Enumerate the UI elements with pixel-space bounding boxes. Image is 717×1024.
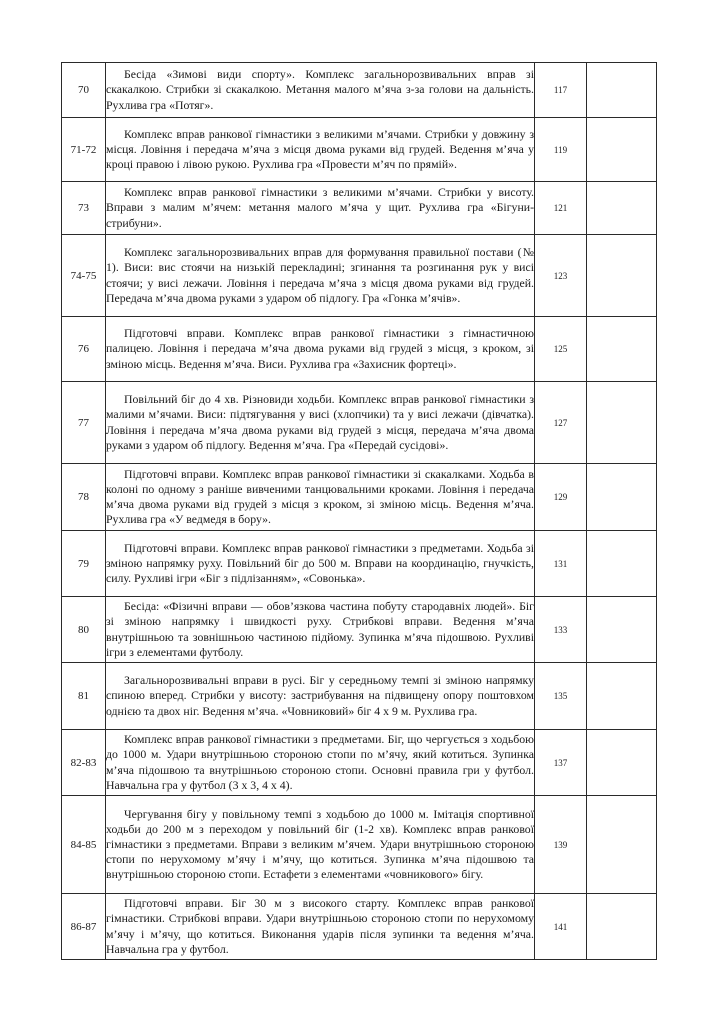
lesson-number: 76 [62,317,106,382]
lesson-number: 82-83 [62,730,106,796]
notes-cell [587,464,657,531]
table-row [62,182,657,235]
table-row [62,796,657,894]
lesson-number: 86-87 [62,894,106,960]
table-row [62,531,657,597]
page-number: 139 [535,796,587,894]
lesson-number: 80 [62,597,106,663]
notes-cell [587,894,657,960]
lesson-number: 77 [62,382,106,464]
notes-cell [587,118,657,182]
page-number: 127 [535,382,587,464]
lesson-plan-table [61,62,657,960]
notes-cell [587,730,657,796]
lesson-number: 78 [62,464,106,531]
table-row [62,663,657,730]
lesson-number: 70 [62,63,106,118]
table-row [62,730,657,796]
lesson-content: Бесіда: «Фізичні вправи — обов’язкова частина побуту стародавніх людей». Біг зі зміною напрямку і швидкості руху. Стрибкові вправи. Ведення м’яча внутрішньою та зовнішньою частиною підйому. Зупинка м’яча підошвою. Рухливі ігри з елементами футболу. [106,597,535,663]
notes-cell [587,531,657,597]
lesson-number: 73 [62,182,106,235]
lesson-number: 74-75 [62,235,106,317]
lesson-content: Комплекс вправ ранкової гімнастики з великими м’ячами. Стрибки у довжину з місця. Ловіння і передача м’яча з місця двома руками від грудей. Ведення м’яча у кроці правою і лівою рукою. Рухлива гра «Провести м’яч по прямій». [106,118,535,182]
lesson-number: 71-72 [62,118,106,182]
page-number: 117 [535,63,587,118]
page-number: 129 [535,464,587,531]
page-number: 141 [535,894,587,960]
lesson-content: Підготовчі вправи. Комплекс вправ ранкової гімнастики зі скакалками. Ходьба в колоні по одному з раніше вивченими танцювальними кроками. Ловіння і передача м’яча двома руками від грудей з місця з кроком, зі зміною місць. Ведення м’яча. Рухлива гра «У ведмедя в бору». [106,464,535,531]
notes-cell [587,63,657,118]
page-number: 133 [535,597,587,663]
page-number: 131 [535,531,587,597]
page-number: 137 [535,730,587,796]
lesson-content: Комплекс вправ ранкової гімнастики з великими м’ячами. Стрибки у висоту. Вправи з малим м’ячем: метання малого м’яча у щит. Рухлива гра «Бігуни-стрибуни». [106,182,535,235]
page-number: 119 [535,118,587,182]
table-row [62,382,657,464]
lesson-content: Підготовчі вправи. Біг 30 м з високого старту. Комплекс вправ ранкової гімнастики. Стрибкові вправи. Удари внутрішньою стороною стопи по нерухомому м’ячу і м’ячу, що котиться. Виконання ударів після зупинки та ведення м’яча. Навчальна гра у футбол. [106,894,535,960]
table-row [62,464,657,531]
notes-cell [587,317,657,382]
notes-cell [587,597,657,663]
table-row [62,597,657,663]
notes-cell [587,382,657,464]
lesson-content: Підготовчі вправи. Комплекс вправ ранкової гімнастики з предметами. Ходьба зі зміною напрямку руху. Повільний біг до 500 м. Вправи на координацію, гнучкість, силу. Рухливі ігри «Біг з підлізанням», «Совонька». [106,531,535,597]
notes-cell [587,796,657,894]
page-number: 125 [535,317,587,382]
table-row [62,235,657,317]
lesson-number: 79 [62,531,106,597]
notes-cell [587,235,657,317]
lesson-content: Загальнорозвивальні вправи в русі. Біг у середньому темпі зі зміною напрямку спиною вперед. Стрибки у висоту: застрибування на підвищену опору поштовхом однією та двох ніг. Ведення м’яча. «Човниковий» біг 4 х 9 м. Рухлива гра. [106,663,535,730]
table-row [62,63,657,118]
lesson-number: 81 [62,663,106,730]
lesson-number: 84-85 [62,796,106,894]
table-row [62,317,657,382]
lesson-content: Бесіда «Зимові види спорту». Комплекс загальнорозвивальних вправ зі скакалкою. Стрибки зі скакалкою. Метання малого м’яча з-за голови на дальність. Рухлива гра «Потяг». [106,63,535,118]
lesson-content: Повільний біг до 4 хв. Різновиди ходьби. Комплекс вправ ранкової гімнастики з малими м’ячами. Виси: підтягування у висі (хлопчики) та у висі лежачи (дівчатка). Ловіння і передача м’яча двома руками від грудей з місця, передача м’яча двома руками з ударом об підлогу. Ведення м’яча. Гра «Передай сусідові». [106,382,535,464]
lesson-content: Чергування бігу у повільному темпі з ходьбою до 1000 м. Імітація спортивної ходьби до 200 м з переходом у повільний біг (1-2 хв). Комплекс вправ ранкової гімнастики з предметами. Вправи з великим м’ячем. Удари внутрішньою стороною стопи по нерухомому м’ячу і м’ячу, що котиться. Зупинка м’яча підошвою та внутрішньою стороною стопи. Естафети з елементами «човникового» бігу. [106,796,535,894]
lesson-content: Комплекс вправ ранкової гімнастики з предметами. Біг, що чергується з ходьбою до 1000 м. Удари внутрішньою стороною стопи по м’ячу, який котиться. Зупинка м’яча підошвою та внутрішньою стороною стопи. Основні правила гри у футбол. Навчальна гра у футбол (3 х 3, 4 х 4). [106,730,535,796]
page-number: 123 [535,235,587,317]
page-number: 121 [535,182,587,235]
lesson-content: Комплекс загальнорозвивальних вправ для формування правильної постави (№ 1). Виси: вис стоячи на низькій перекладині; згинання та розгинання рук у висі стоячи; у висі лежачи. Ловіння і передача м’яча з місця двома руками від грудей. Передача м’яча двома руками з ударом об підлогу. Гра «Гонка м’ячів». [106,235,535,317]
table-row [62,118,657,182]
table-row [62,894,657,960]
notes-cell [587,182,657,235]
lesson-content: Підготовчі вправи. Комплекс вправ ранкової гімнастики з гімнастичною палицею. Ловіння і передача м’яча двома руками від грудей з місця, з кроком, зі зміною місць. Ведення м’яча. Виси. Рухлива гра «Захисник фортеці». [106,317,535,382]
page-number: 135 [535,663,587,730]
notes-cell [587,663,657,730]
